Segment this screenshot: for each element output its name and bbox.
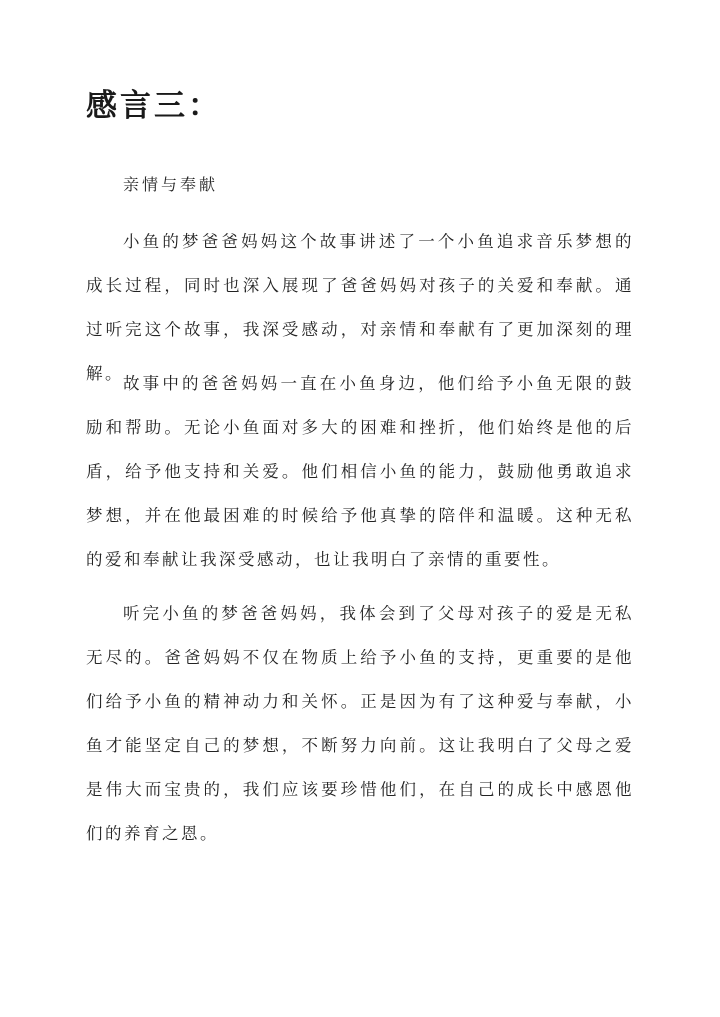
body-paragraph-3: 听完小鱼的梦爸爸妈妈，我体会到了父母对孩子的爱是无私无尽的。爸爸妈妈不仅在物质上给予小鱼的支持，更重要的是他们给予小鱼的精神动力和关怀。正是因为有了这种爱与奉献，小鱼才能坚定自己的梦想，不断努力向前。这让我明白了父母之爱是伟大而宝贵的，我们应该要珍惜他们，在自己的成长中感恩他们的养育之恩。 bbox=[86, 604, 634, 843]
page-title: 感言三： bbox=[86, 88, 222, 124]
body-paragraph-2: 故事中的爸爸妈妈一直在小鱼身边，他们给予小鱼无限的鼓励和帮助。无论小鱼面对多大的困难和挫折，他们始终是他的后盾，给予他支持和关爱。他们相信小鱼的能力，鼓励他勇敢追求梦想，并在他最困难的时候给予他真挚的陪伴和温暖。这种无私的爱和奉献让我深受感动，也让我明白了亲情的重要性。 bbox=[86, 374, 634, 569]
section-subtitle: 亲情与奉献 bbox=[123, 175, 219, 194]
body-paragraph-1: 小鱼的梦爸爸妈妈这个故事讲述了一个小鱼追求音乐梦想的成长过程，同时也深入展现了爸爸妈妈对孩子的关爱和奉献。通过听完这个故事，我深受感动，对亲情和奉献有了更加深刻的理解。 bbox=[86, 232, 634, 383]
